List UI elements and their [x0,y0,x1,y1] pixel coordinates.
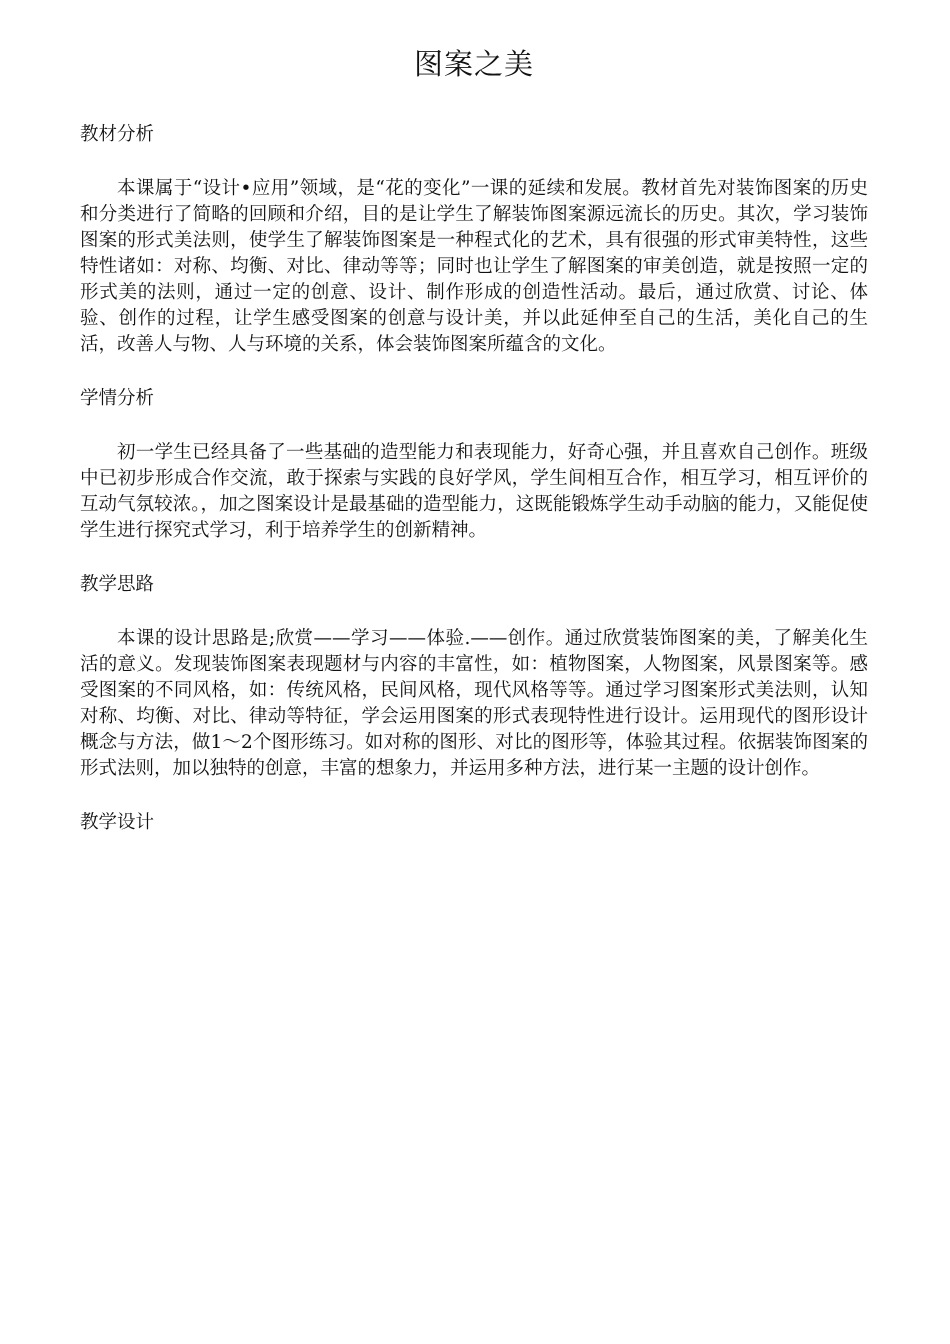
page-title: 图案之美 [413,47,534,81]
section-heading-teaching-design: 教学设计 [80,812,155,833]
section-heading-student-analysis: 学情分析 [80,388,155,409]
section-heading-textbook-analysis: 教材分析 [80,124,155,145]
section-heading-teaching-approach: 教学思路 [80,574,155,595]
section-body-teaching-approach: 本课的设计思路是;欣赏——学习——体验.——创作。通过欣赏装饰图案的美，了解美化生活的意义。发现装饰图案表现题材与内容的丰富性，如：植物图案，人物图案，风景图案等。感受图案的不同风格，如：传统风格，民间风格，现代风格等等。通过学习图案形式美法则，认知对称、均衡、对比、律动等特征，学会运用图案的形式表现特性进行设计。运用现代的图形设计概念与方法，做1〜2个图形练习。如对称的图形、对比的图形等，体验其过程。依据装饰图案的形式法则，加以独特的创意，丰富的想象力，并运用多种方法，进行某一主题的设计创作。 [80,628,868,779]
section-body-textbook-analysis: 本课属于“设计•应用”领域，是“花的变化”一课的延续和发展。教材首先对装饰图案的历史和分类进行了简略的回顾和介绍，目的是让学生了解装饰图案源远流长的历史。其次，学习装饰图案的形式美法则，使学生了解装饰图案是一种程式化的艺术，具有很强的形式审美特性，这些特性诸如：对称、均衡、对比、律动等等；同时也让学生了解图案的审美创造，就是按照一定的形式美的法则，通过一定的创意、设计、制作形成的创造性活动。最后，通过欣赏、讨论、体验、创作的过程，让学生感受图案的创意与设计美，并以此延伸至自己的生活，美化自己的生活，改善人与物、人与环境的关系，体会装饰图案所蕴含的文化。 [80,178,868,355]
section-body-student-analysis: 初一学生已经具备了一些基础的造型能力和表现能力，好奇心强，并且喜欢自己创作。班级中已初步形成合作交流，敢于探索与实践的良好学风，学生间相互合作，相互学习，相互评价的互动气氛较浓。，加之图案设计是最基础的造型能力，这既能锻炼学生动手动脑的能力，又能促使学生进行探究式学习，利于培养学生的创新精神。 [80,442,868,541]
